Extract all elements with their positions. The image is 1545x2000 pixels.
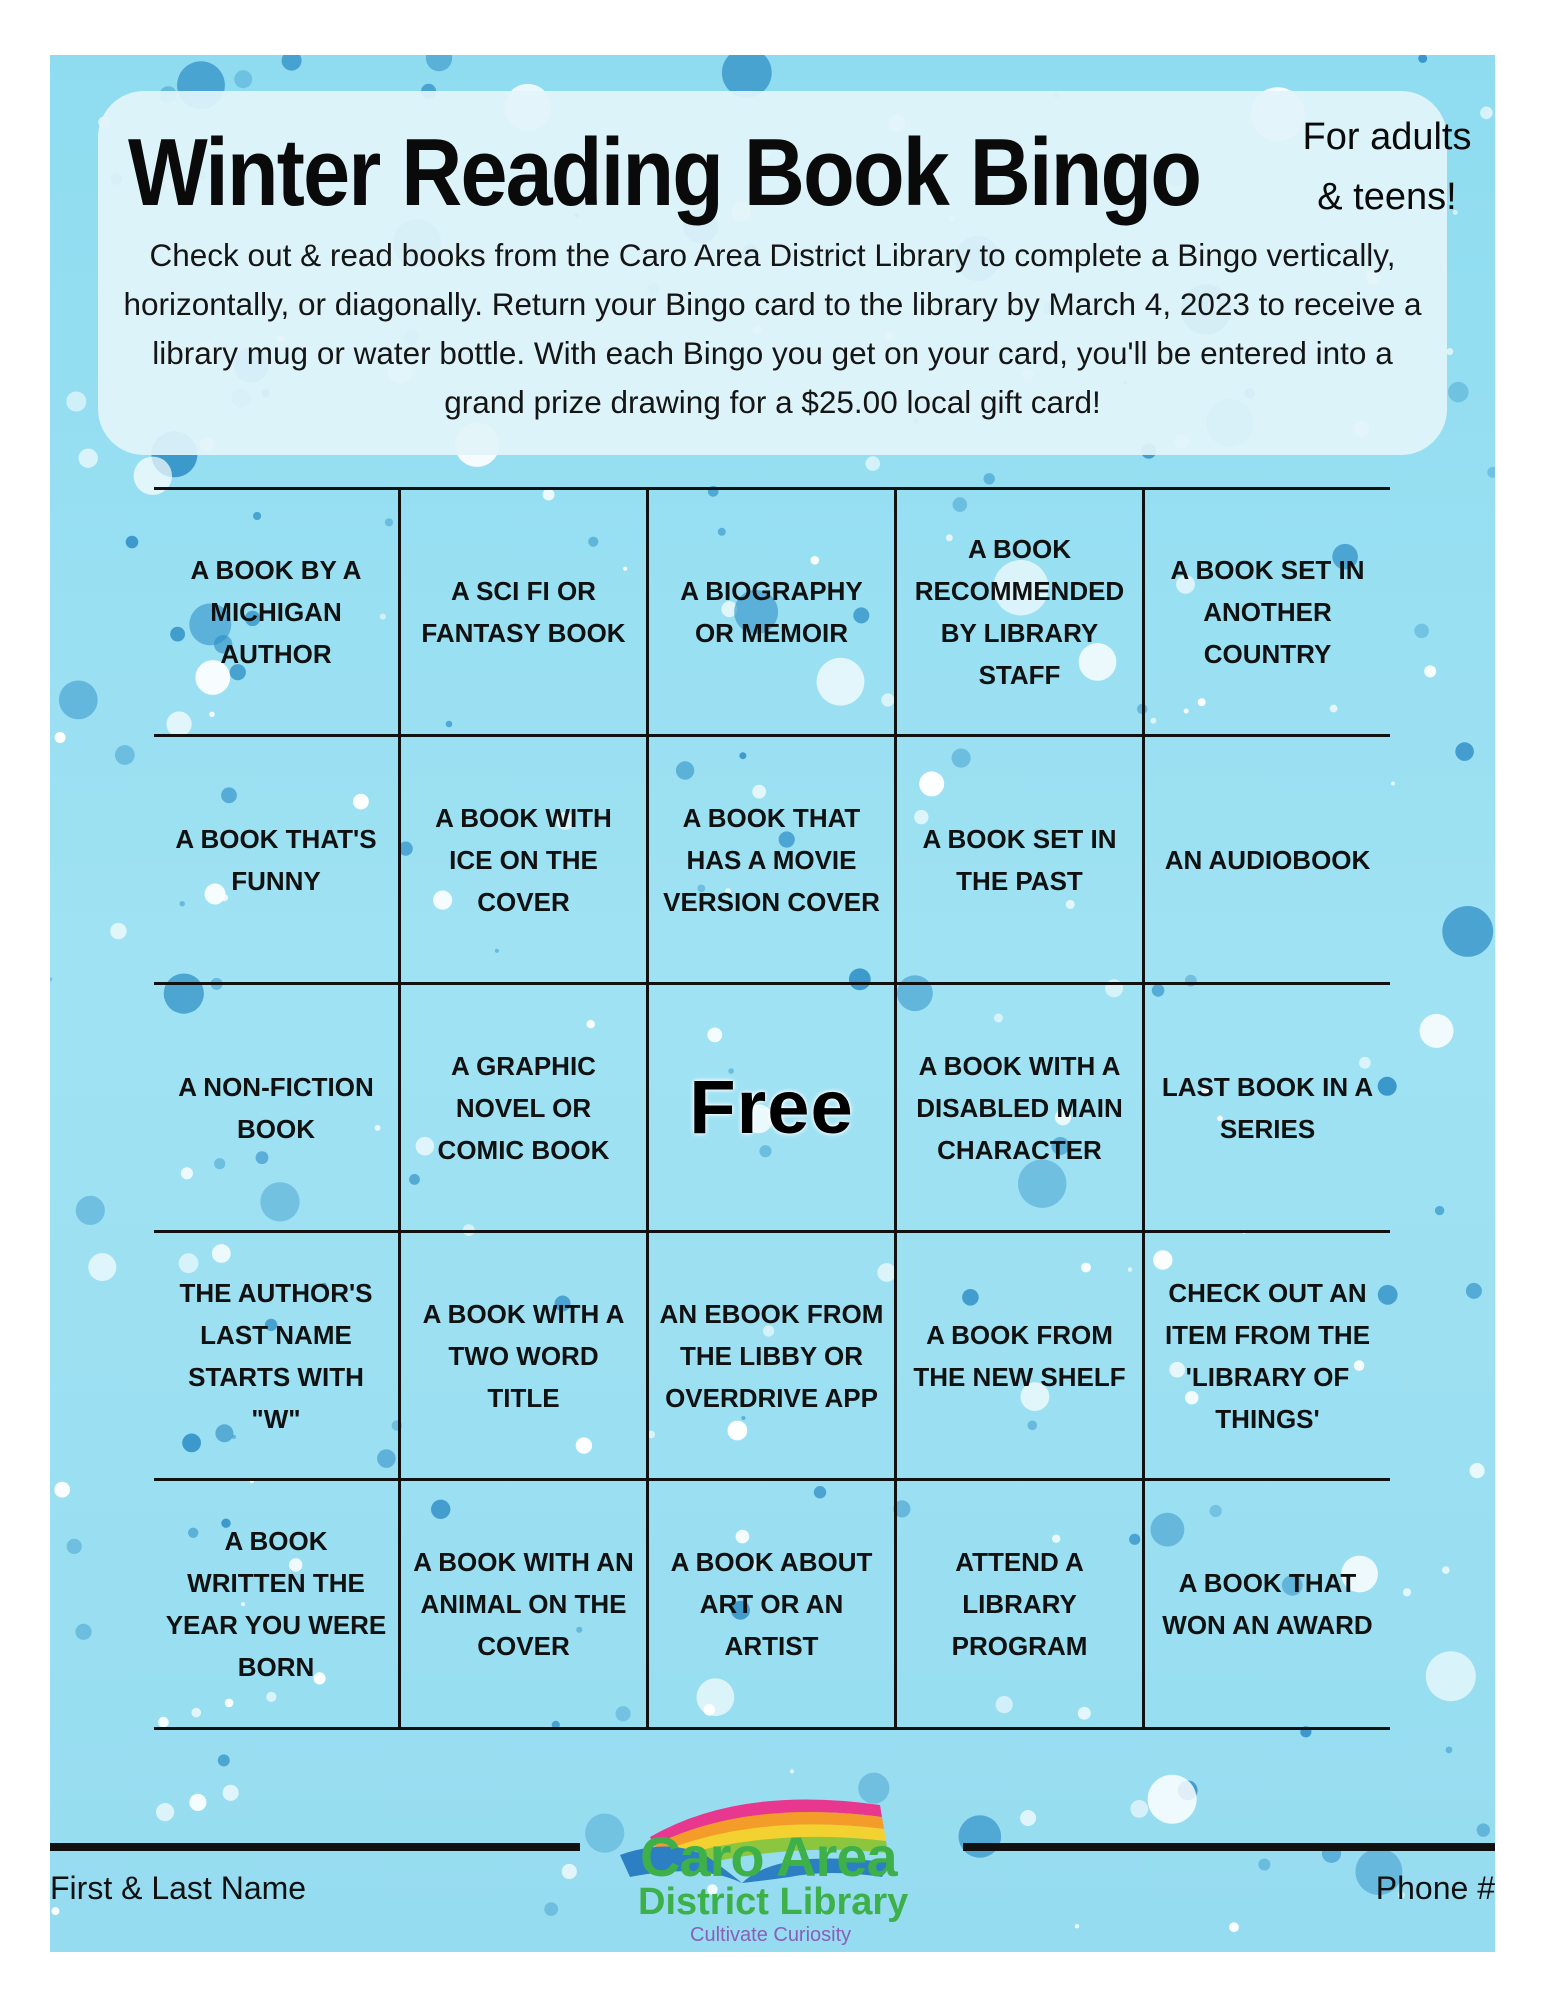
page-title: Winter Reading Book Bingo — [128, 119, 1201, 226]
snow-bubble — [50, 977, 52, 981]
snow-bubble — [55, 732, 66, 743]
snow-bubble — [562, 1864, 577, 1879]
bingo-cell[interactable]: A BOOK WRITTEN THE YEAR YOU WERE BORN — [165, 1526, 387, 1682]
bingo-cell[interactable]: AN EBOOK FROM THE LIBBY OR OVERDRIVE APP — [659, 1298, 884, 1413]
bingo-cell[interactable]: A BOOK ABOUT ART OR AN ARTIST — [670, 1547, 873, 1661]
audience-line-1: For adults — [1302, 116, 1472, 158]
snow-bubble — [282, 55, 302, 71]
snow-bubble — [1487, 467, 1495, 478]
snow-bubble — [79, 449, 98, 468]
bingo-cell[interactable]: A BOOK WITH AN ANIMAL ON THE COVER — [413, 1547, 634, 1661]
snow-bubble — [67, 1539, 82, 1554]
snow-bubble — [1426, 1651, 1476, 1701]
bingo-cell[interactable]: A BOOK RECOMMENDED BY LIBRARY STAFF — [914, 534, 1125, 690]
free-space-cell[interactable]: Free — [689, 1064, 854, 1150]
instructions-text: Check out & read books from the Caro Area District Library to complete a Bingo vertically, horizontally, or diagonally. Return your Bingo card to the library by March 4, 2023 to receive a library mug or water bottle. With each Bingo you get on your card, you'll be entered into a grand prize drawing for a $25.00 local gift card! — [123, 237, 1422, 420]
bingo-cell[interactable]: A BOOK THAT HAS A MOVIE VERSION COVER — [663, 802, 880, 917]
logo-text-district-library: District Library — [638, 1881, 909, 1923]
snow-bubble — [218, 1754, 230, 1766]
snow-bubble — [126, 536, 139, 549]
bingo-cell[interactable]: A SCI FI OR FANTASY BOOK — [421, 576, 626, 648]
bingo-cell[interactable]: A BOOK BY A MICHIGAN AUTHOR — [190, 555, 362, 669]
snow-bubble — [1470, 1463, 1485, 1478]
bingo-cell[interactable]: A BOOK WITH A DISABLED MAIN CHARACTER — [916, 1050, 1123, 1165]
bingo-cell[interactable]: A BOOK FROM THE NEW SHELF — [913, 1319, 1126, 1392]
bingo-card-page — [50, 55, 1495, 1952]
snow-bubble — [1442, 906, 1493, 957]
snow-bubble — [234, 70, 252, 88]
snow-bubble — [1075, 1924, 1079, 1928]
bingo-cell[interactable]: A BIOGRAPHY OR MEMOIR — [680, 576, 863, 648]
snow-bubble — [110, 923, 126, 939]
snow-bubble — [59, 681, 98, 720]
snow-bubble — [115, 745, 135, 765]
bingo-cell[interactable]: A BOOK WITH ICE ON THE COVER — [435, 802, 612, 917]
snow-bubble — [1466, 1283, 1482, 1299]
bingo-cell[interactable]: AN AUDIOBOOK — [1164, 844, 1371, 875]
snow-bubble — [51, 1907, 59, 1915]
audience-line-2: & teens! — [1317, 176, 1457, 218]
snow-bubble — [1477, 1823, 1490, 1836]
snow-bubble — [1229, 1922, 1239, 1932]
bingo-grid — [154, 487, 1390, 1730]
snow-bubble — [1020, 1810, 1036, 1826]
phone-field-label: Phone # — [1375, 1870, 1495, 1906]
snow-bubble — [76, 1196, 105, 1225]
snow-bubble — [1414, 624, 1429, 639]
snow-bubble — [1403, 1588, 1411, 1596]
bingo-cell[interactable]: A BOOK THAT'S FUNNY — [175, 823, 377, 896]
snow-bubble — [223, 1785, 239, 1801]
phone-signature-line — [963, 1843, 1495, 1851]
name-field-label: First & Last Name — [50, 1870, 307, 1906]
bingo-cell[interactable]: A BOOK THAT WON AN AWARD — [1162, 1568, 1373, 1640]
snow-bubble — [1435, 1206, 1444, 1215]
grid-line — [154, 1727, 1390, 1730]
bingo-cell[interactable]: A GRAPHIC NOVEL OR COMIC BOOK — [437, 1050, 610, 1165]
snow-bubble — [1424, 665, 1436, 677]
audience-note — [1272, 107, 1495, 227]
logo-text-caro-area: Caro Area — [640, 1825, 897, 1888]
bingo-cell[interactable]: A BOOK SET IN THE PAST — [922, 823, 1117, 896]
snow-bubble — [1148, 1775, 1197, 1824]
snow-bubble — [66, 392, 86, 412]
snow-bubble — [1455, 742, 1474, 761]
snow-bubble — [866, 456, 881, 471]
snow-bubble — [88, 1253, 116, 1281]
snow-bubble — [544, 1902, 558, 1916]
snow-bubble — [1258, 1859, 1270, 1871]
bingo-cell[interactable]: LAST BOOK IN A SERIES — [1161, 1071, 1374, 1144]
snow-bubble — [426, 55, 452, 71]
bingo-cell[interactable]: A BOOK SET IN ANOTHER COUNTRY — [1170, 555, 1365, 669]
snow-bubble — [1391, 782, 1395, 786]
bingo-cell[interactable]: A BOOK WITH A TWO WORD TITLE — [422, 1298, 625, 1413]
snow-bubble — [1420, 1014, 1454, 1048]
snow-bubble — [189, 1794, 206, 1811]
logo-tagline: Cultivate Curiosity — [690, 1924, 852, 1946]
snow-bubble — [54, 1482, 70, 1498]
name-signature-line — [50, 1843, 580, 1851]
bingo-cell[interactable]: THE AUTHOR'S LAST NAME STARTS WITH "W" — [179, 1277, 373, 1434]
snow-bubble — [1418, 55, 1427, 63]
snow-bubble — [1446, 348, 1453, 355]
bingo-cell[interactable]: ATTEND A LIBRARY PROGRAM — [951, 1547, 1088, 1661]
snow-bubble — [156, 1803, 174, 1821]
bingo-cell[interactable]: CHECK OUT AN ITEM FROM THE 'LIBRARY OF THINGS' — [1164, 1277, 1371, 1434]
snow-bubble — [984, 473, 995, 484]
snow-bubble — [1442, 1566, 1450, 1574]
snow-bubble — [75, 1624, 91, 1640]
snow-bubble — [1448, 382, 1469, 403]
bingo-cell[interactable]: A NON-FICTION BOOK — [178, 1071, 374, 1144]
snow-bubble — [1130, 1800, 1148, 1818]
snow-bubble — [1446, 1747, 1453, 1754]
